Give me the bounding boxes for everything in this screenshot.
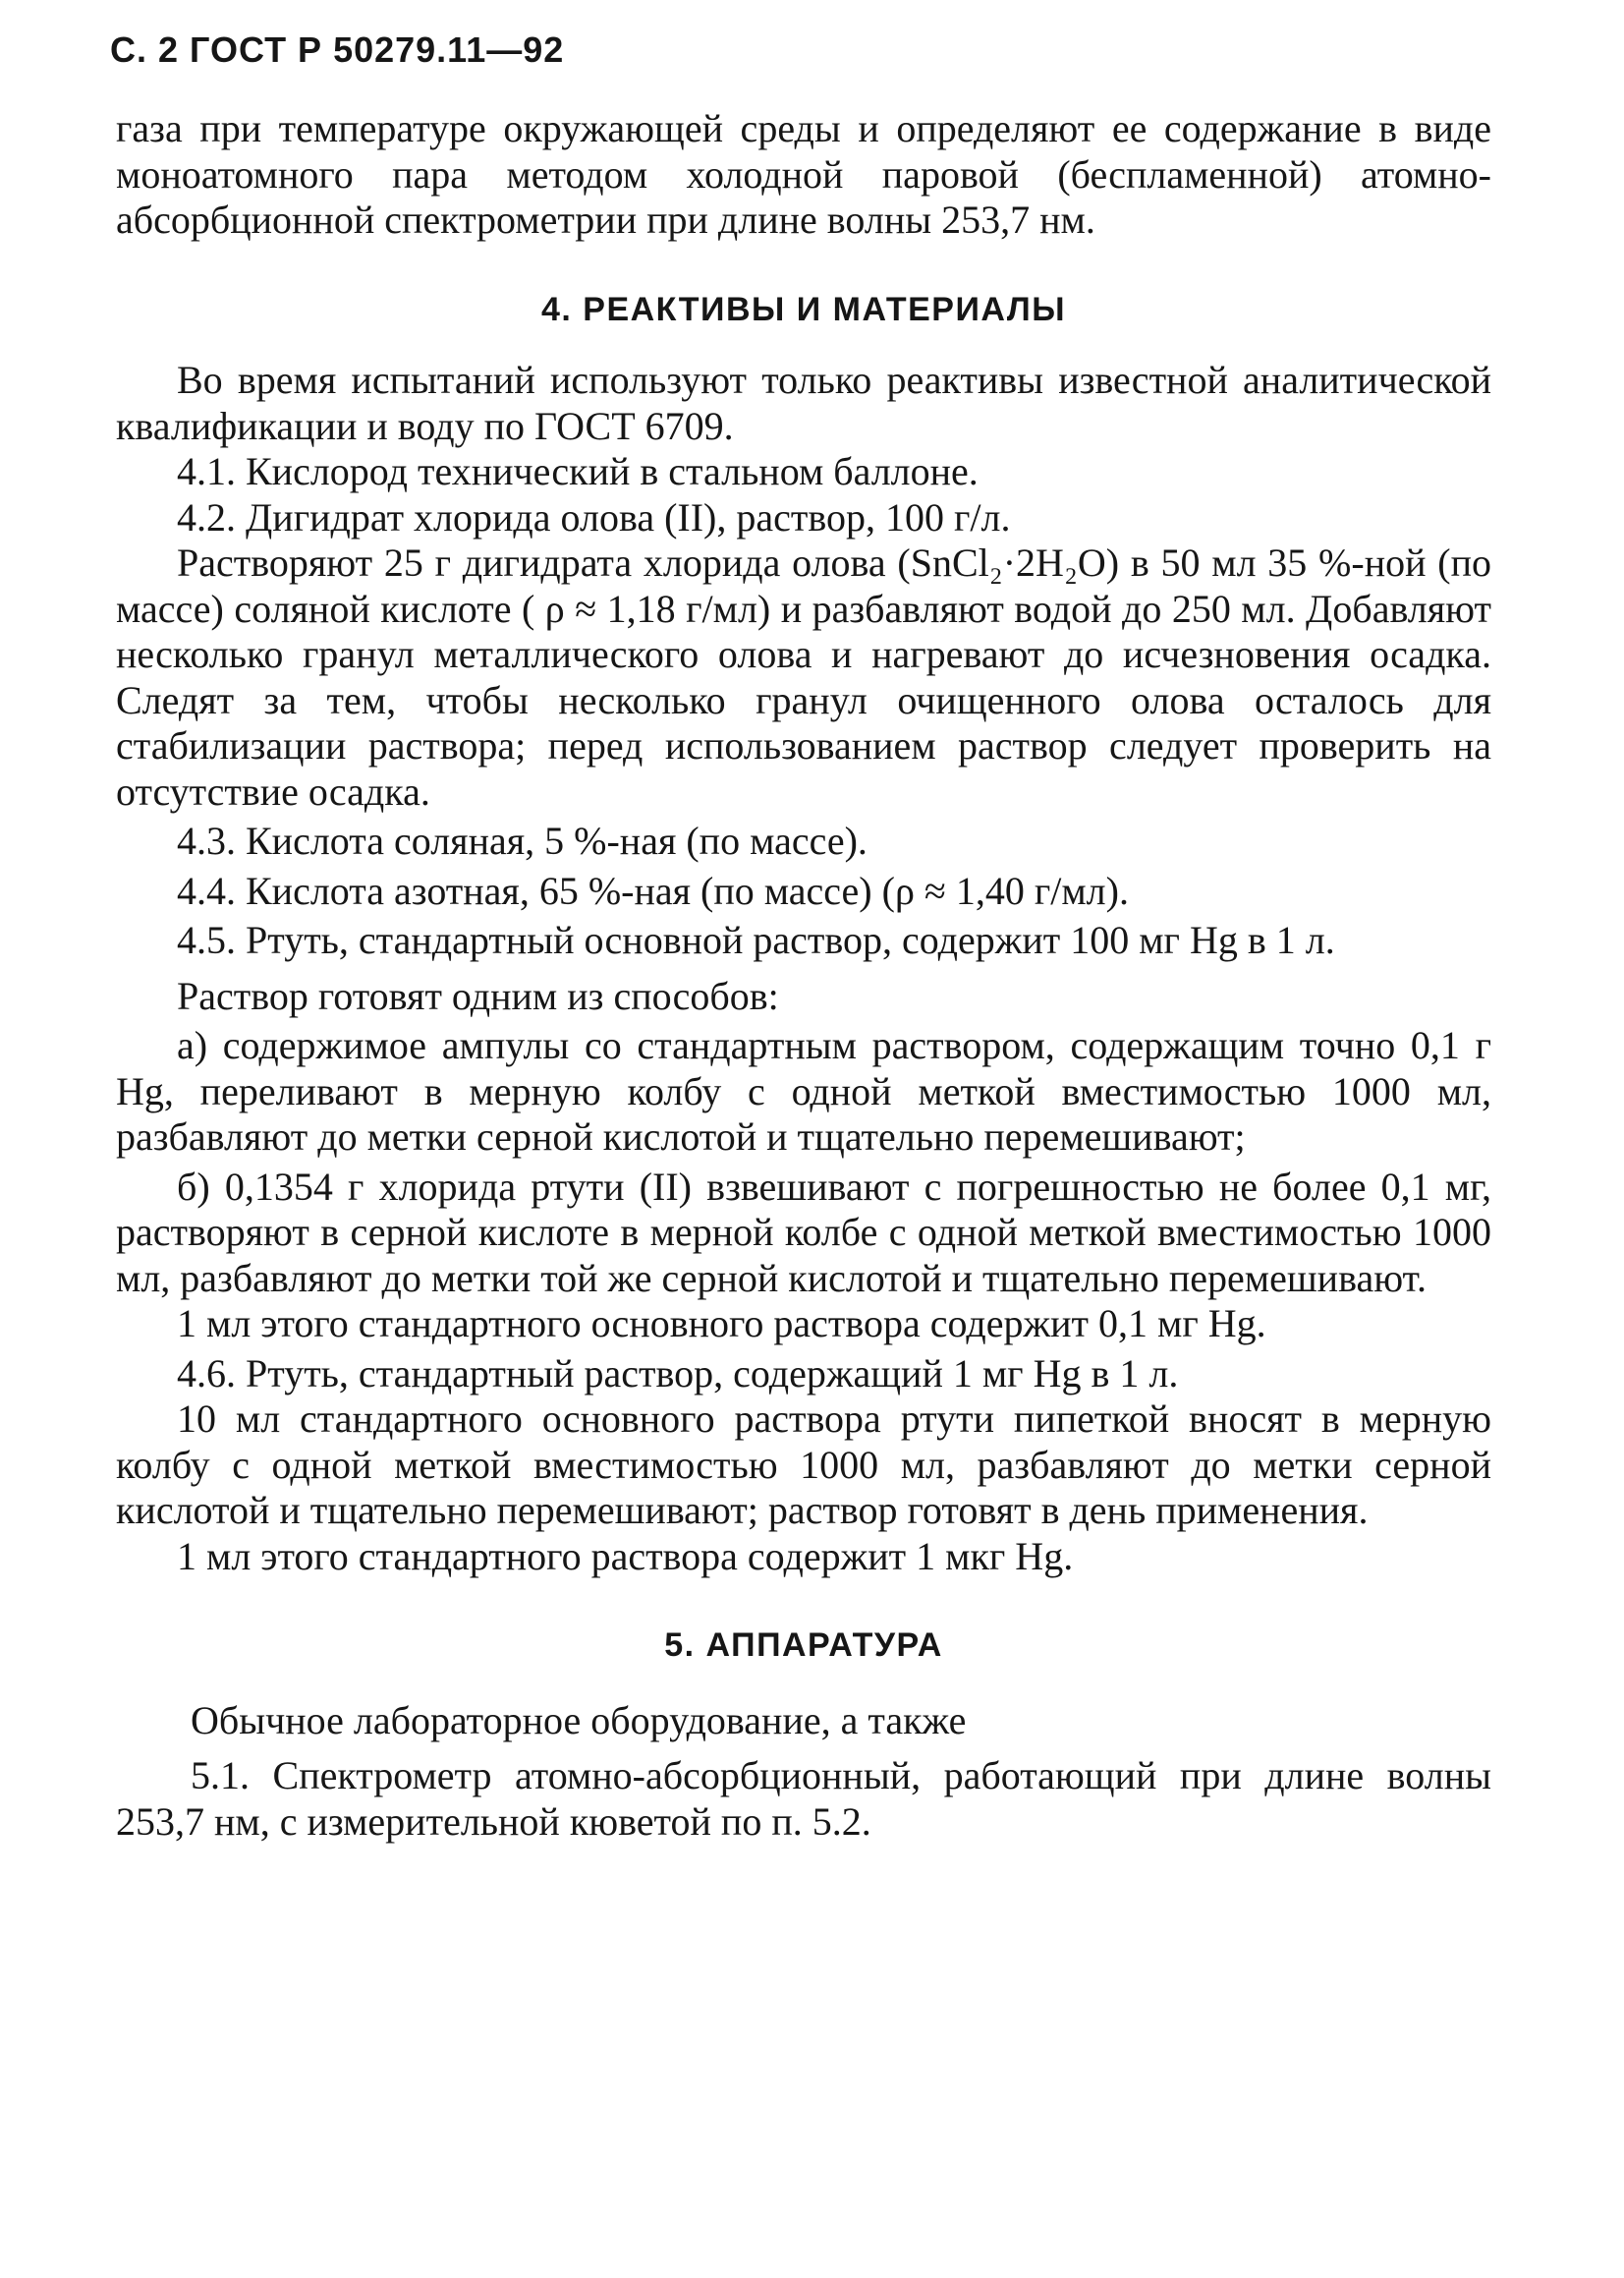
section-5-intro: Обычное лабораторное оборудование, а также: [191, 1697, 967, 1742]
item-4-5-method-intro: Раствор готовят одним из способов:: [177, 973, 779, 1018]
body-text: [116, 106, 1491, 1845]
item-4-5-note: 1 мл этого стандартного основного раствора содержит 0,1 мг Hg.: [177, 1301, 1266, 1345]
item-4-2: 4.2. Дигидрат хлорида олова (II), раствор, 100 г/л.: [177, 494, 1011, 540]
item-4-1: 4.1. Кислород технический в стальном баллоне.: [177, 449, 979, 493]
item-4-5: 4.5. Ртуть, стандартный основной раствор, содержит 100 мг Hg в 1 л.: [177, 918, 1335, 962]
item-4-6: 4.6. Ртуть, стандартный раствор, содержащий 1 мг Hg в 1 л.: [177, 1350, 1179, 1395]
section-4-intro: Во время испытаний используют только реактивы известной аналитической квалификации и воду по ГОСТ 6709.: [116, 358, 1491, 448]
section-4-heading: 4. РЕАКТИВЫ И МАТЕРИАЛЫ: [540, 290, 1067, 328]
item-4-2-text: Растворяют 25 г дигидрата хлорида олова (SnCl₂·2H₂O) в 50 мл 35 %-ной (по массе) соляной кислоте ( ρ ≈ 1,18 г/мл) и разбавляют водой до 250 мл. Добавляют несколько гранул металлического олова и нагревают до исчезновения осадка. Следят за тем, чтобы несколько гранул очищенного олова осталось для стабилизации раствора; перед использованием раствор следует проверить на отсутствие осадка.: [116, 541, 1491, 814]
section-5-heading: 5. АППАРАТУРА: [664, 1626, 943, 1664]
item-4-3: 4.3. Кислота соляная, 5 %-ная (по массе).: [177, 819, 868, 863]
item-4-5-option-b: б) 0,1354 г хлорида ртути (II) взвешивают с погрешностью не более 0,1 мг, растворяют в серной кислоте в мерной колбе с одной меткой вместимостью 1000 мл, разбавляют до метки той же серной кислотой и тщательно перемешивают.: [116, 1164, 1491, 1300]
item-4-6-note: 1 мл этого стандартного раствора содержит 1 мкг Hg.: [177, 1533, 1074, 1578]
item-5-1: 5.1. Спектрометр атомно-абсорбционный, работающий при длине волны 253,7 нм, с измерительной кюветой по п. 5.2.: [116, 1753, 1491, 1844]
intro-paragraph: газа при температуре окружающей среды и определяют ее содержание в виде моноатомного пара методом холодной паровой (беспламенной) атомно-абсорбционной спектрометрии при длине волны 253,7 нм.: [116, 106, 1491, 242]
item-4-6-text: 10 мл стандартного основного раствора ртути пипеткой вносят в мерную колбу с одной меткой вместимостью 1000 мл, разбавляют до метки серной кислотой и тщательно перемешивают; раствор готовят в день применения.: [116, 1396, 1491, 1532]
running-head: С. 2 ГОСТ Р 50279.11—92: [110, 29, 565, 70]
item-4-4: 4.4. Кислота азотная, 65 %-ная (по массе) (ρ ≈ 1,40 г/мл).: [177, 868, 1129, 913]
item-4-5-option-a: а) содержимое ампулы со стандартным раствором, содержащим точно 0,1 г Hg, переливают в мерную колбу с одной меткой вместимостью 1000 мл, разбавляют до метки серной кислотой и тщательно перемешивают;: [116, 1023, 1491, 1159]
